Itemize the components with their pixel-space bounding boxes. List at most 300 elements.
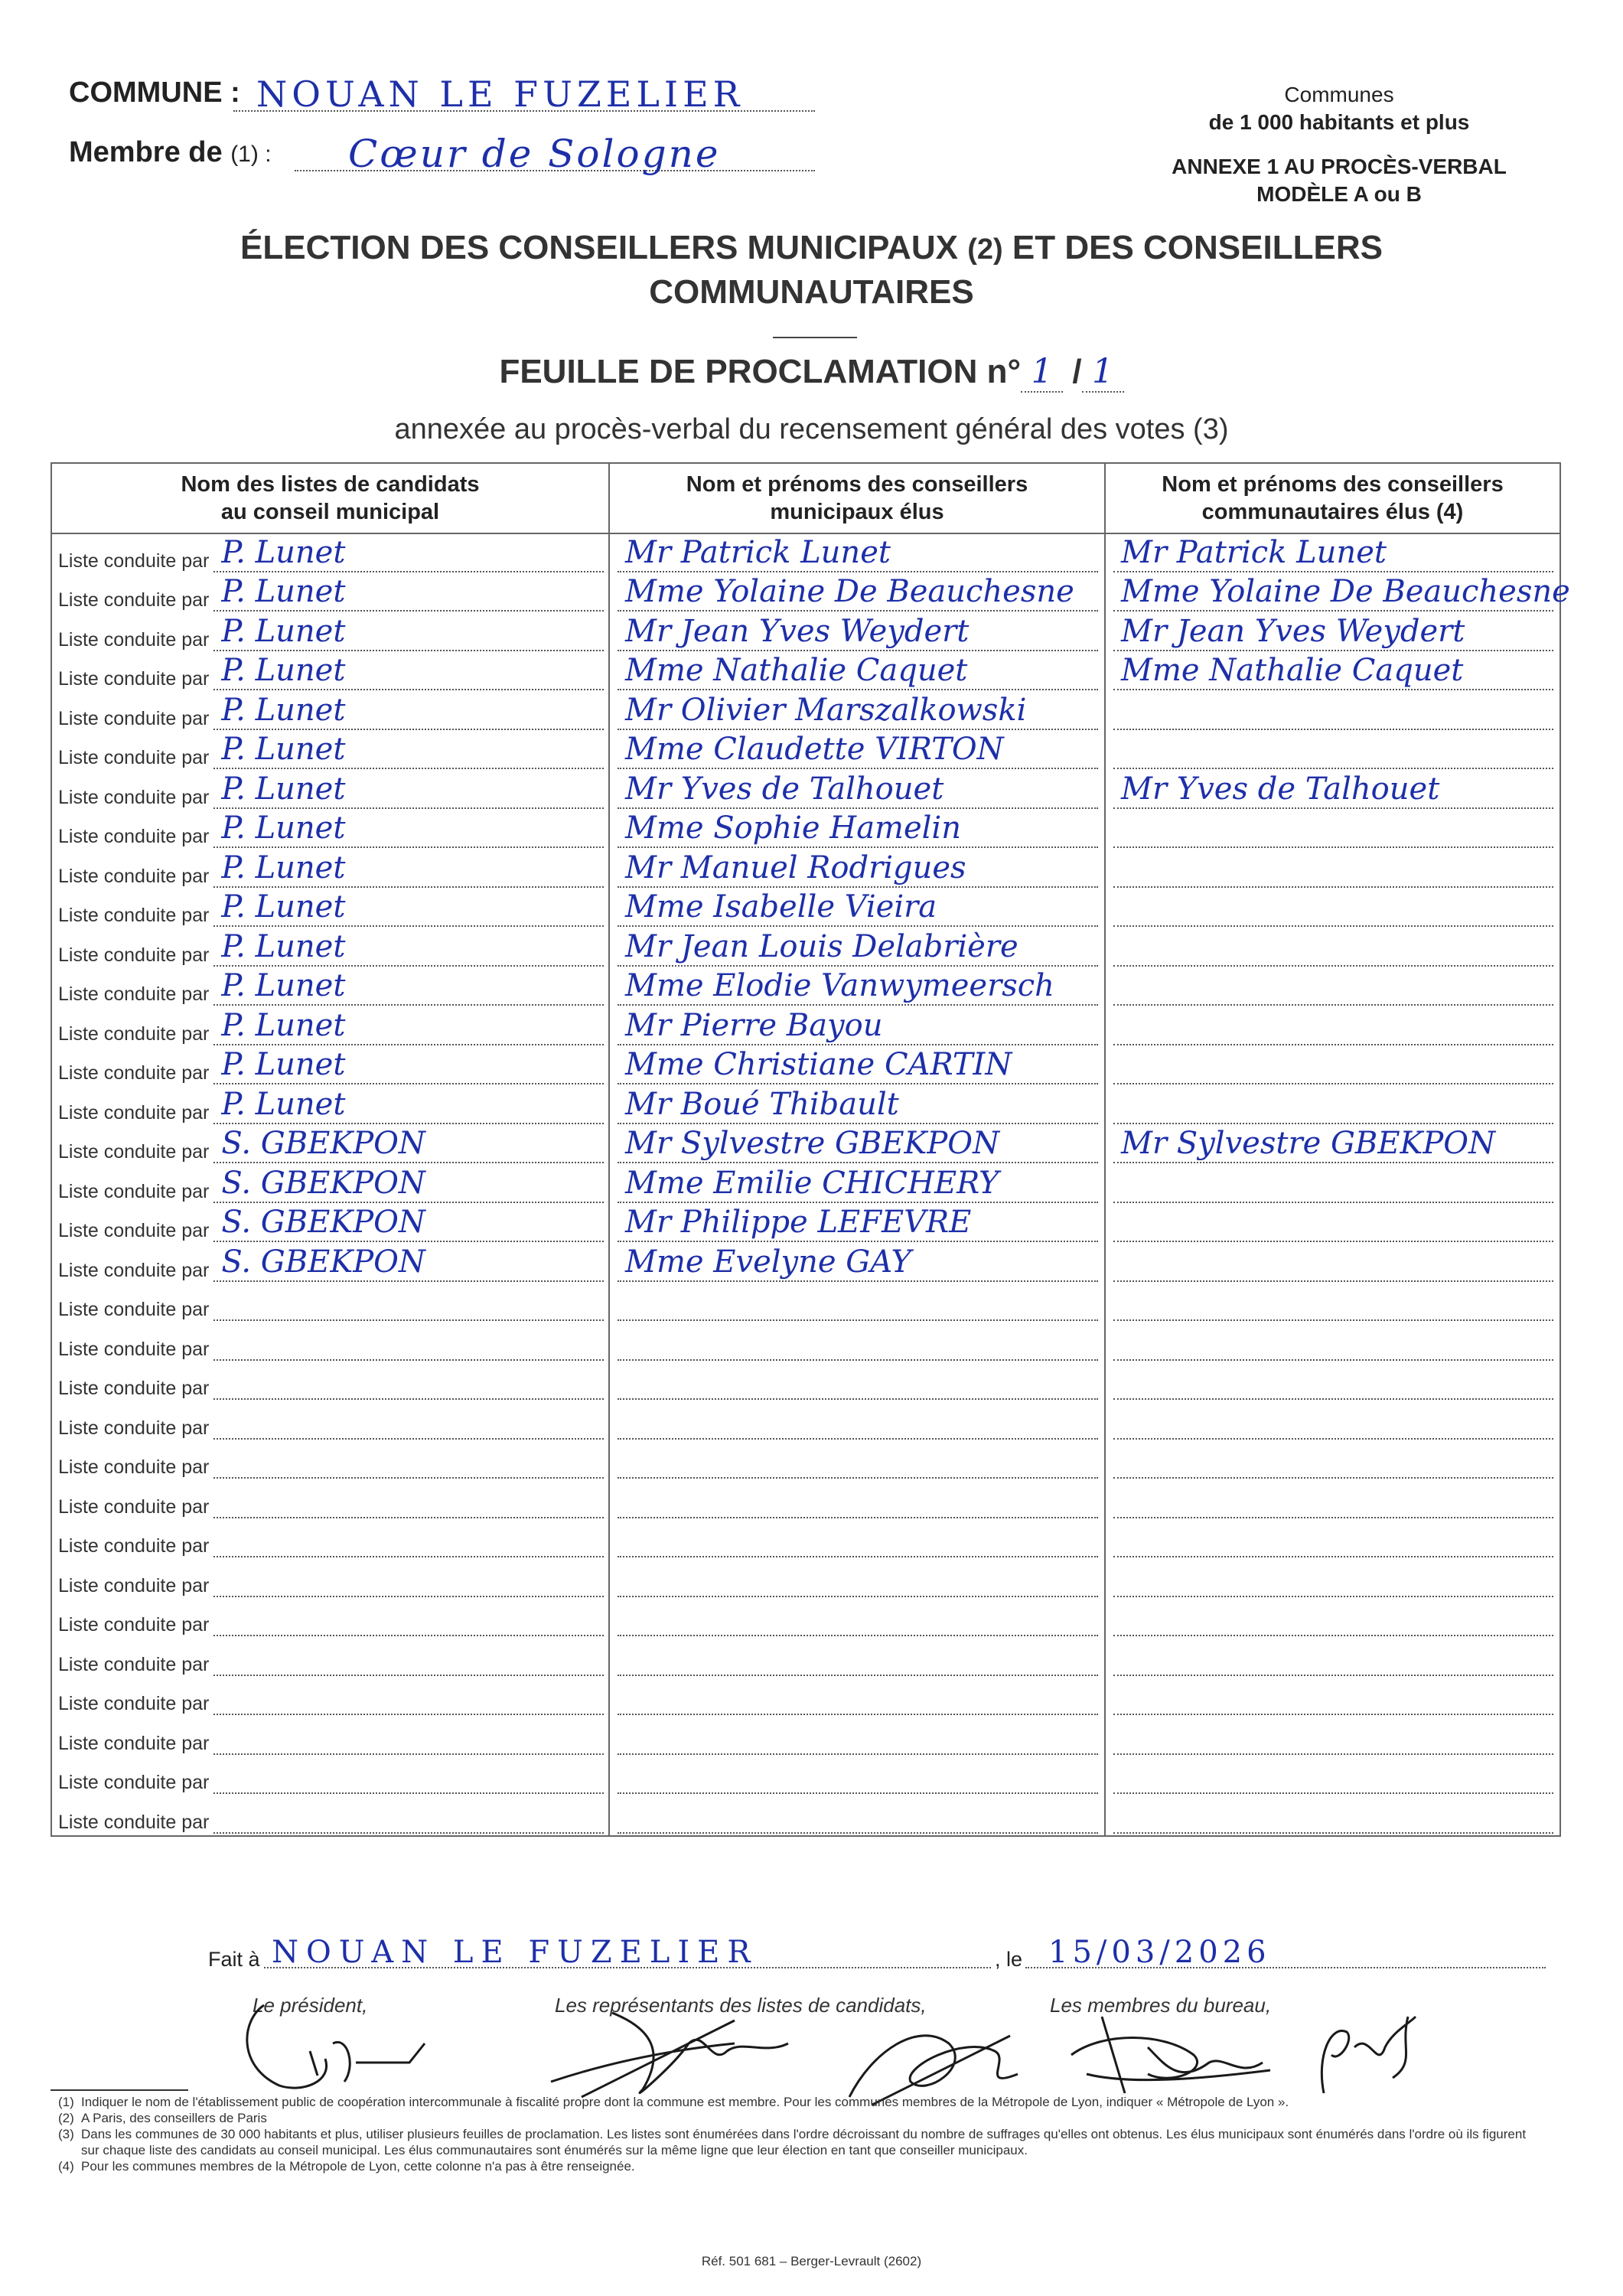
- municipal-cell: [609, 1047, 1105, 1087]
- communautaire-cell: [1105, 1756, 1560, 1796]
- bureau-signature-1: [1056, 2001, 1286, 2108]
- municipal-elected-field[interactable]: [618, 1641, 1098, 1676]
- communautaire-cell: [1105, 1678, 1560, 1717]
- table-row: [51, 1047, 1560, 1087]
- communautaire-elected-field[interactable]: [1113, 1759, 1553, 1794]
- communautaire-elected-field[interactable]: [1113, 853, 1553, 888]
- communautaire-cell: [1105, 889, 1560, 929]
- footnote-number: (2): [58, 2111, 74, 2125]
- municipal-elected-field[interactable]: [618, 1522, 1098, 1557]
- feuille-total-field[interactable]: 1: [1082, 352, 1124, 393]
- table-row: [51, 732, 1560, 771]
- table-row: [51, 968, 1560, 1008]
- annexee-subtitle: annexée au procès-verbal du recensement général des votes (3): [394, 413, 1229, 445]
- municipal-cell: [609, 810, 1105, 850]
- communautaire-cell: [1105, 771, 1560, 810]
- municipal-elected-value: Mme Emilie CHICHERY: [625, 1165, 999, 1201]
- municipal-elected-field[interactable]: [618, 1286, 1098, 1321]
- communautaire-cell: [1105, 732, 1560, 771]
- modele-line: MODÈLE A ou B: [1256, 182, 1422, 206]
- communautaire-elected-field[interactable]: [1113, 813, 1553, 848]
- list-leader-value: P. Lunet: [221, 1047, 346, 1082]
- liste-conduite-par-label: Liste conduite par: [58, 1693, 210, 1714]
- communautaire-elected-field[interactable]: [1113, 1562, 1553, 1597]
- list-cell: [51, 771, 609, 810]
- footnote-text: Pour les communes membres de la Métropole de Lyon, cette colonne n'a pas à être renseignée.: [81, 2159, 635, 2174]
- list-leader-value: P. Lunet: [221, 1086, 346, 1122]
- list-leader-field[interactable]: [213, 1128, 604, 1163]
- communautaire-cell: [1105, 928, 1560, 968]
- communautaire-elected-field[interactable]: [1113, 1799, 1553, 1834]
- municipal-elected-field[interactable]: [618, 1799, 1098, 1834]
- list-leader-field[interactable]: [213, 1007, 604, 1045]
- municipal-elected-value: Mme Evelyne GAY: [625, 1244, 911, 1280]
- table-row: [51, 613, 1560, 653]
- communautaire-elected-field[interactable]: [1113, 1089, 1553, 1124]
- table-row: [51, 1520, 1560, 1560]
- list-leader-field[interactable]: [213, 1483, 604, 1518]
- list-leader-field[interactable]: [213, 692, 604, 730]
- communautaire-elected-field[interactable]: [1113, 1049, 1553, 1084]
- municipal-cell: [609, 1520, 1105, 1560]
- list-cell: [51, 1165, 609, 1205]
- communautaire-elected-field[interactable]: [1113, 1010, 1553, 1045]
- communautaire-cell: [1105, 1362, 1560, 1402]
- list-cell: [51, 1638, 609, 1678]
- municipal-cell: [609, 1717, 1105, 1756]
- municipal-cell: [609, 533, 1105, 574]
- communautaire-cell: [1105, 1480, 1560, 1520]
- commune-label: COMMUNE :: [69, 77, 240, 109]
- list-leader-field[interactable]: [213, 771, 604, 809]
- footnote-rule: [51, 2089, 188, 2091]
- list-leader-value: P. Lunet: [221, 889, 346, 925]
- list-leader-field[interactable]: [213, 850, 604, 888]
- communautaire-cell: [1105, 653, 1560, 693]
- table-row: [51, 1559, 1560, 1599]
- footnote-number: (4): [58, 2159, 74, 2174]
- communautaire-elected-field[interactable]: [1113, 931, 1553, 967]
- table-row: [51, 533, 1560, 574]
- municipal-elected-field[interactable]: [618, 1680, 1098, 1715]
- liste-conduite-par-label: Liste conduite par: [58, 747, 210, 768]
- communautaire-cell: [1105, 810, 1560, 850]
- list-leader-field[interactable]: [213, 1720, 604, 1755]
- list-leader-value: P. Lunet: [221, 928, 346, 964]
- municipal-elected-field[interactable]: [618, 970, 1098, 1006]
- list-cell: [51, 1480, 609, 1520]
- communautaire-cell: [1105, 1520, 1560, 1560]
- municipal-cell: [609, 1678, 1105, 1717]
- footnote-item: [58, 2094, 1527, 2110]
- list-leader-field[interactable]: [213, 1601, 604, 1636]
- table-row: [51, 1441, 1560, 1481]
- list-leader-field[interactable]: [213, 1365, 604, 1400]
- liste-conduite-par-label: Liste conduite par: [58, 865, 210, 887]
- liste-conduite-par-label: Liste conduite par: [58, 1535, 210, 1557]
- list-leader-field[interactable]: [213, 1522, 604, 1557]
- le-label: , le: [995, 1948, 1023, 1971]
- list-leader-field[interactable]: [213, 1799, 604, 1834]
- list-leader-field[interactable]: [213, 1759, 604, 1794]
- municipal-elected-field[interactable]: [618, 1720, 1098, 1755]
- municipal-elected-value: Mr Patrick Lunet: [625, 534, 891, 570]
- municipal-cell: [609, 613, 1105, 653]
- list-leader-field[interactable]: [213, 1086, 604, 1124]
- municipal-elected-value: Mr Pierre Bayou: [625, 1007, 883, 1043]
- list-leader-value: P. Lunet: [221, 810, 346, 846]
- table-row: [51, 810, 1560, 850]
- municipal-elected-field[interactable]: [618, 771, 1098, 809]
- list-leader-field[interactable]: [213, 928, 604, 967]
- communautaire-elected-field[interactable]: [1113, 1483, 1553, 1518]
- list-leader-value: P. Lunet: [221, 850, 346, 885]
- municipal-cell: [609, 1638, 1105, 1678]
- bureau-signature-2: [1301, 2001, 1439, 2101]
- list-cell: [51, 613, 609, 653]
- communautaire-cell: [1105, 1717, 1560, 1756]
- list-cell: [51, 1559, 609, 1599]
- list-cell: [51, 1520, 609, 1560]
- municipal-elected-value: Mme Christiane CARTIN: [625, 1047, 1012, 1082]
- communautaire-cell: [1105, 1599, 1560, 1639]
- footnote-number: (1): [58, 2095, 74, 2109]
- municipal-cell: [609, 1756, 1105, 1796]
- table-row: [51, 1638, 1560, 1678]
- communautaire-elected-field[interactable]: [1113, 1522, 1553, 1557]
- table-row: [51, 1599, 1560, 1639]
- liste-conduite-par-label: Liste conduite par: [58, 1062, 210, 1084]
- list-leader-value: P. Lunet: [221, 968, 346, 1003]
- municipal-elected-field[interactable]: [618, 1326, 1098, 1361]
- municipal-elected-field[interactable]: [618, 1759, 1098, 1794]
- liste-conduite-par-label: Liste conduite par: [58, 1378, 210, 1399]
- communautaire-elected-field[interactable]: [1113, 1601, 1553, 1636]
- col-header-communautaires: Nom et prénoms des conseillers communautaires élus (4): [1105, 463, 1560, 533]
- municipal-cell: [609, 1795, 1105, 1836]
- table-header-row: [51, 463, 1560, 533]
- municipal-elected-field[interactable]: [618, 850, 1098, 888]
- list-cell: [51, 1007, 609, 1047]
- list-leader-field[interactable]: [213, 1680, 604, 1715]
- liste-conduite-par-label: Liste conduite par: [58, 1614, 210, 1636]
- municipal-elected-field[interactable]: [618, 1244, 1098, 1282]
- col-header-municipaux: Nom et prénoms des conseillers municipaux élus: [609, 463, 1105, 533]
- communautaire-elected-value: Mr Jean Yves Weydert: [1121, 613, 1465, 649]
- list-cell: [51, 1795, 609, 1836]
- table-row: [51, 1480, 1560, 1520]
- list-cell: [51, 692, 609, 732]
- communautaire-cell: [1105, 1401, 1560, 1441]
- list-leader-field[interactable]: [213, 970, 604, 1006]
- communautaire-cell: [1105, 1441, 1560, 1481]
- commune-line: [69, 73, 796, 116]
- communautaire-elected-field[interactable]: [1113, 1247, 1553, 1282]
- municipal-elected-value: Mr Philippe LEFEVRE: [625, 1205, 972, 1240]
- municipal-cell: [609, 1480, 1105, 1520]
- list-cell: [51, 928, 609, 968]
- communautaire-elected-field[interactable]: [1113, 734, 1553, 769]
- proclamation-table: [51, 462, 1570, 1837]
- list-leader-field[interactable]: [213, 1641, 604, 1676]
- municipal-elected-field[interactable]: [618, 576, 1098, 612]
- table-row: [51, 1401, 1560, 1441]
- municipal-cell: [609, 1559, 1105, 1599]
- municipal-elected-field[interactable]: [618, 1207, 1098, 1242]
- table-row: [51, 1717, 1560, 1756]
- liste-conduite-par-label: Liste conduite par: [58, 786, 210, 808]
- municipal-elected-field[interactable]: [618, 1365, 1098, 1400]
- representants-label: Les représentants des listes de candidats,: [555, 1994, 927, 2017]
- table-row: [51, 574, 1560, 614]
- municipal-cell: [609, 692, 1105, 732]
- feuille-title: FEUILLE DE PROCLAMATION n° 1 / 1: [0, 352, 1623, 393]
- list-leader-value: P. Lunet: [221, 1007, 346, 1043]
- table-row: [51, 1165, 1560, 1205]
- communautaire-elected-field[interactable]: [1113, 1641, 1553, 1676]
- feuille-number-field[interactable]: 1: [1021, 352, 1063, 393]
- liste-conduite-par-label: Liste conduite par: [58, 1259, 210, 1281]
- col-header-listes: Nom des listes de candidats au conseil municipal: [51, 463, 609, 533]
- municipal-elected-value: Mr Jean Yves Weydert: [625, 613, 970, 649]
- municipal-elected-field[interactable]: [618, 1086, 1098, 1124]
- list-leader-value: P. Lunet: [221, 771, 346, 807]
- municipal-elected-value: Mme Sophie Hamelin: [625, 810, 961, 846]
- annexe-line: ANNEXE 1 AU PROCÈS-VERBAL: [1172, 155, 1507, 178]
- communautaire-cell: [1105, 1638, 1560, 1678]
- municipal-elected-value: Mr Boué Thibault: [625, 1086, 899, 1122]
- municipal-elected-value: Mme Elodie Vanwymeersch: [625, 968, 1054, 1003]
- list-cell: [51, 1599, 609, 1639]
- list-cell: [51, 1126, 609, 1166]
- list-cell: [51, 1205, 609, 1244]
- list-cell: [51, 574, 609, 614]
- footnote-text: A Paris, des conseillers de Paris: [81, 2111, 267, 2125]
- communautaire-cell: [1105, 1086, 1560, 1126]
- communautaire-elected-field[interactable]: [1113, 892, 1553, 927]
- footnotes: [58, 2094, 1527, 2174]
- communautaire-elected-value: Mme Yolaine De Beauchesne: [1121, 574, 1570, 609]
- municipal-elected-value: Mr Jean Louis Delabrière: [625, 928, 1018, 964]
- communautaire-cell: [1105, 613, 1560, 653]
- list-leader-field[interactable]: [213, 613, 604, 651]
- communautaire-elected-field[interactable]: [1113, 1207, 1553, 1242]
- municipal-elected-value: Mr Manuel Rodrigues: [625, 850, 966, 885]
- municipal-cell: [609, 889, 1105, 929]
- communautaire-elected-field[interactable]: [1113, 1404, 1553, 1440]
- municipal-elected-field[interactable]: [618, 928, 1098, 967]
- list-leader-field[interactable]: [213, 734, 604, 769]
- municipal-cell: [609, 850, 1105, 889]
- list-leader-value: P. Lunet: [221, 732, 346, 767]
- list-cell: [51, 533, 609, 574]
- table-row: [51, 1007, 1560, 1047]
- title-separator: [773, 337, 857, 338]
- communautaire-elected-field[interactable]: [1113, 574, 1570, 612]
- communautaire-elected-field[interactable]: [1113, 1326, 1553, 1361]
- communautaire-elected-field[interactable]: [1113, 1720, 1553, 1755]
- list-leader-field[interactable]: [213, 1326, 604, 1361]
- list-leader-field[interactable]: [213, 655, 604, 690]
- communautaire-elected-field[interactable]: [1113, 613, 1553, 651]
- list-leader-field[interactable]: [213, 1404, 604, 1440]
- table-row: [51, 692, 1560, 732]
- municipal-elected-field[interactable]: [618, 692, 1098, 730]
- communautaire-cell: [1105, 1047, 1560, 1087]
- municipal-elected-field[interactable]: [618, 655, 1098, 690]
- fait-a-field[interactable]: [264, 1935, 991, 1970]
- liste-conduite-par-label: Liste conduite par: [58, 668, 210, 690]
- municipal-cell: [609, 1086, 1105, 1126]
- list-cell: [51, 1678, 609, 1717]
- municipal-elected-field[interactable]: [618, 1128, 1098, 1163]
- liste-conduite-par-label: Liste conduite par: [58, 1220, 210, 1241]
- municipal-elected-field[interactable]: [618, 1007, 1098, 1045]
- bureau-label: Les membres du bureau,: [1050, 1994, 1272, 2017]
- communes-line: Communes: [1284, 83, 1394, 106]
- municipal-cell: [609, 771, 1105, 810]
- municipal-cell: [609, 928, 1105, 968]
- municipal-elected-field[interactable]: [618, 810, 1098, 848]
- communautaire-cell: [1105, 1559, 1560, 1599]
- municipal-elected-value: Mme Isabelle Vieira: [625, 889, 937, 925]
- date-value: 15/03/2026: [1048, 1935, 1271, 1970]
- commune-value: NOUAN LE FUZELIER: [256, 73, 745, 115]
- communautaire-elected-field[interactable]: [1113, 534, 1553, 572]
- table-row: [51, 1756, 1560, 1796]
- communautaire-elected-value: Mr Sylvestre GBEKPON: [1121, 1126, 1496, 1161]
- list-cell: [51, 1401, 609, 1441]
- table-row: [51, 771, 1560, 810]
- communautaire-elected-field[interactable]: [1113, 695, 1553, 730]
- liste-conduite-par-label: Liste conduite par: [58, 1732, 210, 1754]
- fait-a-value: NOUAN LE FUZELIER: [272, 1935, 758, 1970]
- list-leader-field[interactable]: [213, 1049, 604, 1084]
- municipal-cell: [609, 1599, 1105, 1639]
- list-cell: [51, 889, 609, 929]
- footnote-item: [58, 2158, 1527, 2174]
- municipal-elected-value: Mr Olivier Marszalkowski: [625, 692, 1027, 728]
- communautaire-elected-field[interactable]: [1113, 771, 1553, 809]
- communautaire-elected-field[interactable]: [1113, 1365, 1553, 1400]
- liste-conduite-par-label: Liste conduite par: [58, 826, 210, 847]
- membre-field[interactable]: [295, 132, 815, 176]
- communautaire-elected-field[interactable]: [1113, 655, 1553, 690]
- communautaire-cell: [1105, 1795, 1560, 1836]
- municipal-cell: [609, 1441, 1105, 1481]
- communautaire-elected-field[interactable]: [1113, 1286, 1553, 1321]
- liste-conduite-par-label: Liste conduite par: [58, 1338, 210, 1360]
- municipal-elected-field[interactable]: [618, 613, 1098, 651]
- liste-conduite-par-label: Liste conduite par: [58, 1101, 210, 1124]
- list-leader-field[interactable]: [213, 576, 604, 612]
- communautaire-elected-field[interactable]: [1113, 1168, 1553, 1203]
- footnote-item: [58, 2126, 1527, 2158]
- communautaire-elected-field[interactable]: [1113, 970, 1553, 1006]
- communautaire-cell: [1105, 850, 1560, 889]
- liste-conduite-par-label: Liste conduite par: [58, 1180, 210, 1202]
- list-cell: [51, 1283, 609, 1323]
- communautaire-elected-value: Mme Nathalie Caquet: [1121, 653, 1464, 688]
- list-cell: [51, 732, 609, 771]
- municipal-elected-field[interactable]: [618, 1049, 1098, 1084]
- communautaire-cell: [1105, 1283, 1560, 1323]
- table-row: [51, 1322, 1560, 1362]
- list-leader-value: S. GBEKPON: [221, 1205, 425, 1240]
- municipal-elected-field[interactable]: [618, 1601, 1098, 1636]
- list-leader-value: S. GBEKPON: [221, 1126, 425, 1161]
- liste-conduite-par-label: Liste conduite par: [58, 1022, 210, 1045]
- header-right-block: [1125, 81, 1553, 208]
- municipal-elected-field[interactable]: [618, 889, 1098, 927]
- table-row: [51, 850, 1560, 889]
- communautaire-cell: [1105, 1126, 1560, 1166]
- list-cell: [51, 810, 609, 850]
- table-row: [51, 1362, 1560, 1402]
- table-row: [51, 928, 1560, 968]
- communautaire-elected-field[interactable]: [1113, 1443, 1553, 1479]
- list-leader-field[interactable]: [213, 1244, 604, 1282]
- list-leader-field[interactable]: [213, 1165, 604, 1203]
- membre-label: Membre de (1) :: [69, 136, 272, 168]
- communautaire-cell: [1105, 533, 1560, 574]
- municipal-elected-field[interactable]: [618, 534, 1098, 572]
- table-row: [51, 1086, 1560, 1126]
- municipal-elected-field[interactable]: [618, 1404, 1098, 1440]
- municipal-cell: [609, 574, 1105, 614]
- list-leader-field[interactable]: [213, 810, 604, 848]
- list-leader-field[interactable]: [213, 1207, 604, 1242]
- municipal-elected-value: Mr Yves de Talhouet: [625, 771, 944, 807]
- liste-conduite-par-label: Liste conduite par: [58, 589, 210, 611]
- communautaire-elected-field[interactable]: [1113, 1128, 1553, 1163]
- municipal-elected-field[interactable]: [618, 1443, 1098, 1479]
- municipal-elected-field[interactable]: [618, 1165, 1098, 1203]
- list-leader-field[interactable]: [213, 534, 604, 572]
- list-leader-field[interactable]: [213, 1286, 604, 1321]
- list-cell: [51, 850, 609, 889]
- list-leader-field[interactable]: [213, 1562, 604, 1597]
- list-cell: [51, 1441, 609, 1481]
- liste-conduite-par-label: Liste conduite par: [58, 1574, 210, 1596]
- list-leader-value: P. Lunet: [221, 534, 346, 570]
- date-field[interactable]: [1025, 1935, 1546, 1970]
- habitants-line: de 1 000 habitants et plus: [1208, 110, 1470, 134]
- list-leader-value: P. Lunet: [221, 574, 346, 609]
- liste-conduite-par-label: Liste conduite par: [58, 1653, 210, 1675]
- municipal-elected-field[interactable]: [618, 1562, 1098, 1597]
- municipal-cell: [609, 732, 1105, 771]
- list-leader-value: S. GBEKPON: [221, 1244, 425, 1280]
- liste-conduite-par-label: Liste conduite par: [58, 1141, 210, 1163]
- membre-line: [69, 132, 796, 176]
- commune-field[interactable]: [233, 73, 815, 115]
- liste-conduite-par-label: Liste conduite par: [58, 550, 210, 572]
- list-leader-field[interactable]: [213, 1443, 604, 1479]
- list-cell: [51, 1086, 609, 1126]
- list-leader-field[interactable]: [213, 889, 604, 927]
- table-row: [51, 1205, 1560, 1244]
- liste-conduite-par-label: Liste conduite par: [58, 707, 210, 729]
- table-row: [51, 1678, 1560, 1717]
- communautaire-cell: [1105, 1322, 1560, 1362]
- list-cell: [51, 1322, 609, 1362]
- municipal-elected-field[interactable]: [618, 1483, 1098, 1518]
- communautaire-elected-field[interactable]: [1113, 1680, 1553, 1715]
- membre-value: Cœur de Sologne: [348, 132, 721, 176]
- municipal-elected-field[interactable]: [618, 734, 1098, 769]
- municipal-cell: [609, 1165, 1105, 1205]
